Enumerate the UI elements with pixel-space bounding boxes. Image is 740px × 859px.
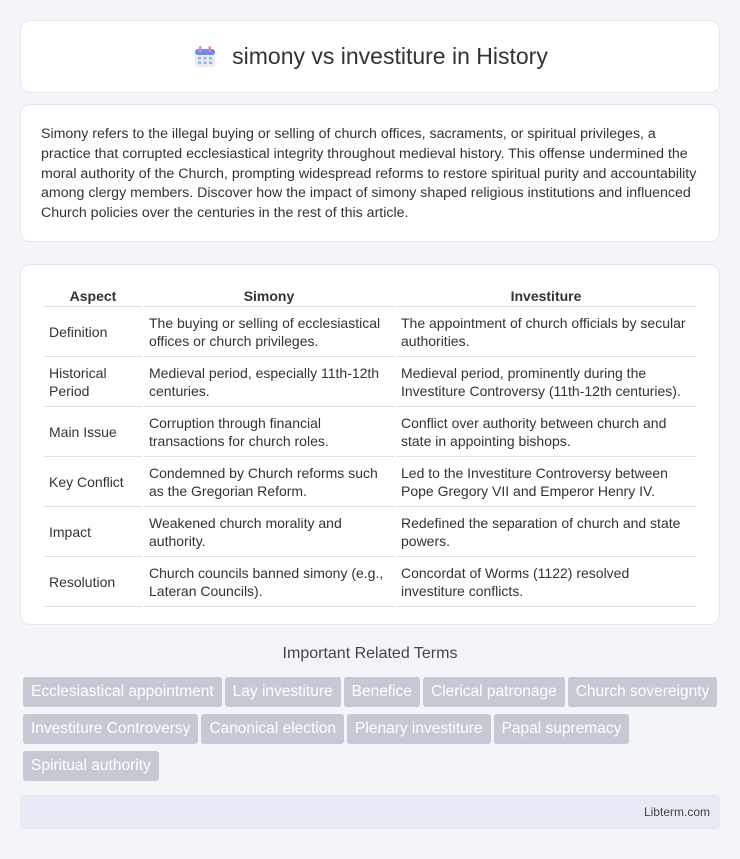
related-terms-title: Important Related Terms: [282, 645, 458, 662]
table-cell: Main Issue: [44, 407, 142, 457]
table-cell: Condemned by Church reforms such as the Gregorian Reform.: [144, 457, 394, 507]
column-header: Investiture: [396, 285, 696, 307]
table-cell: Historical Period: [44, 357, 142, 407]
table-cell: Impact: [44, 507, 142, 557]
table-cell: Conflict over authority between church and state in appointing bishops.: [396, 407, 696, 457]
footer: [20, 795, 720, 829]
comparison-table-card: [20, 264, 720, 625]
table-cell: Weakened church morality and authority.: [144, 507, 394, 557]
table-cell: Definition: [44, 307, 142, 357]
related-term-tag[interactable]: Lay investiture: [225, 677, 341, 707]
table-row: [44, 557, 696, 607]
intro-text: Simony refers to the illegal buying or selling of church offices, sacraments, or spiritual privileges, a practice that corrupted ecclesiastical integrity throughout medieval history. This offense undermined the moral authority of the Church, prompting widespread reforms to restore spiritual purity and accountability among clergy members. Discover how the impact of simony shaped religious institutions and influenced Church policies over the centuries in the rest of this article.: [41, 126, 697, 222]
column-header: Aspect: [44, 285, 142, 307]
intro-card: [20, 104, 720, 242]
related-term-tag[interactable]: Clerical patronage: [423, 677, 565, 707]
table-row: [44, 507, 696, 557]
table-cell: Concordat of Worms (1122) resolved investiture conflicts.: [396, 557, 696, 607]
table-cell: Led to the Investiture Controversy between Pope Gregory VII and Emperor Henry IV.: [396, 457, 696, 507]
header-card: [20, 20, 720, 93]
page-title: simony vs investiture in History: [232, 43, 548, 69]
table-row: [44, 357, 696, 407]
table-cell: Resolution: [44, 557, 142, 607]
table-header-row: [44, 285, 696, 307]
related-term-tag[interactable]: Church sovereignty: [568, 677, 718, 707]
calendar-icon: [192, 44, 218, 70]
column-header: Simony: [144, 285, 394, 307]
table-cell: The appointment of church officials by secular authorities.: [396, 307, 696, 357]
related-term-tag[interactable]: Papal supremacy: [494, 714, 630, 744]
table-cell: Church councils banned simony (e.g., Lateran Councils).: [144, 557, 394, 607]
table-cell: The buying or selling of ecclesiastical offices or church privileges.: [144, 307, 394, 357]
table-cell: Key Conflict: [44, 457, 142, 507]
related-term-tag[interactable]: Plenary investiture: [347, 714, 491, 744]
table-cell: Redefined the separation of church and state powers.: [396, 507, 696, 557]
table-cell: Medieval period, prominently during the Investiture Controversy (11th-12th centuries).: [396, 357, 696, 407]
related-term-tag[interactable]: Spiritual authority: [23, 751, 159, 781]
table-row: [44, 307, 696, 357]
related-term-tag[interactable]: Canonical election: [201, 714, 344, 744]
comparison-table: [42, 285, 698, 607]
footer-site[interactable]: Libterm.com: [643, 805, 710, 819]
related-term-tag[interactable]: Ecclesiastical appointment: [23, 677, 222, 707]
related-term-tag[interactable]: Benefice: [344, 677, 420, 707]
table-cell: Medieval period, especially 11th-12th centuries.: [144, 357, 394, 407]
table-row: [44, 457, 696, 507]
related-term-tag[interactable]: Investiture Controversy: [23, 714, 198, 744]
related-terms-list: [23, 677, 723, 788]
table-row: [44, 407, 696, 457]
table-cell: Corruption through financial transactions for church roles.: [144, 407, 394, 457]
